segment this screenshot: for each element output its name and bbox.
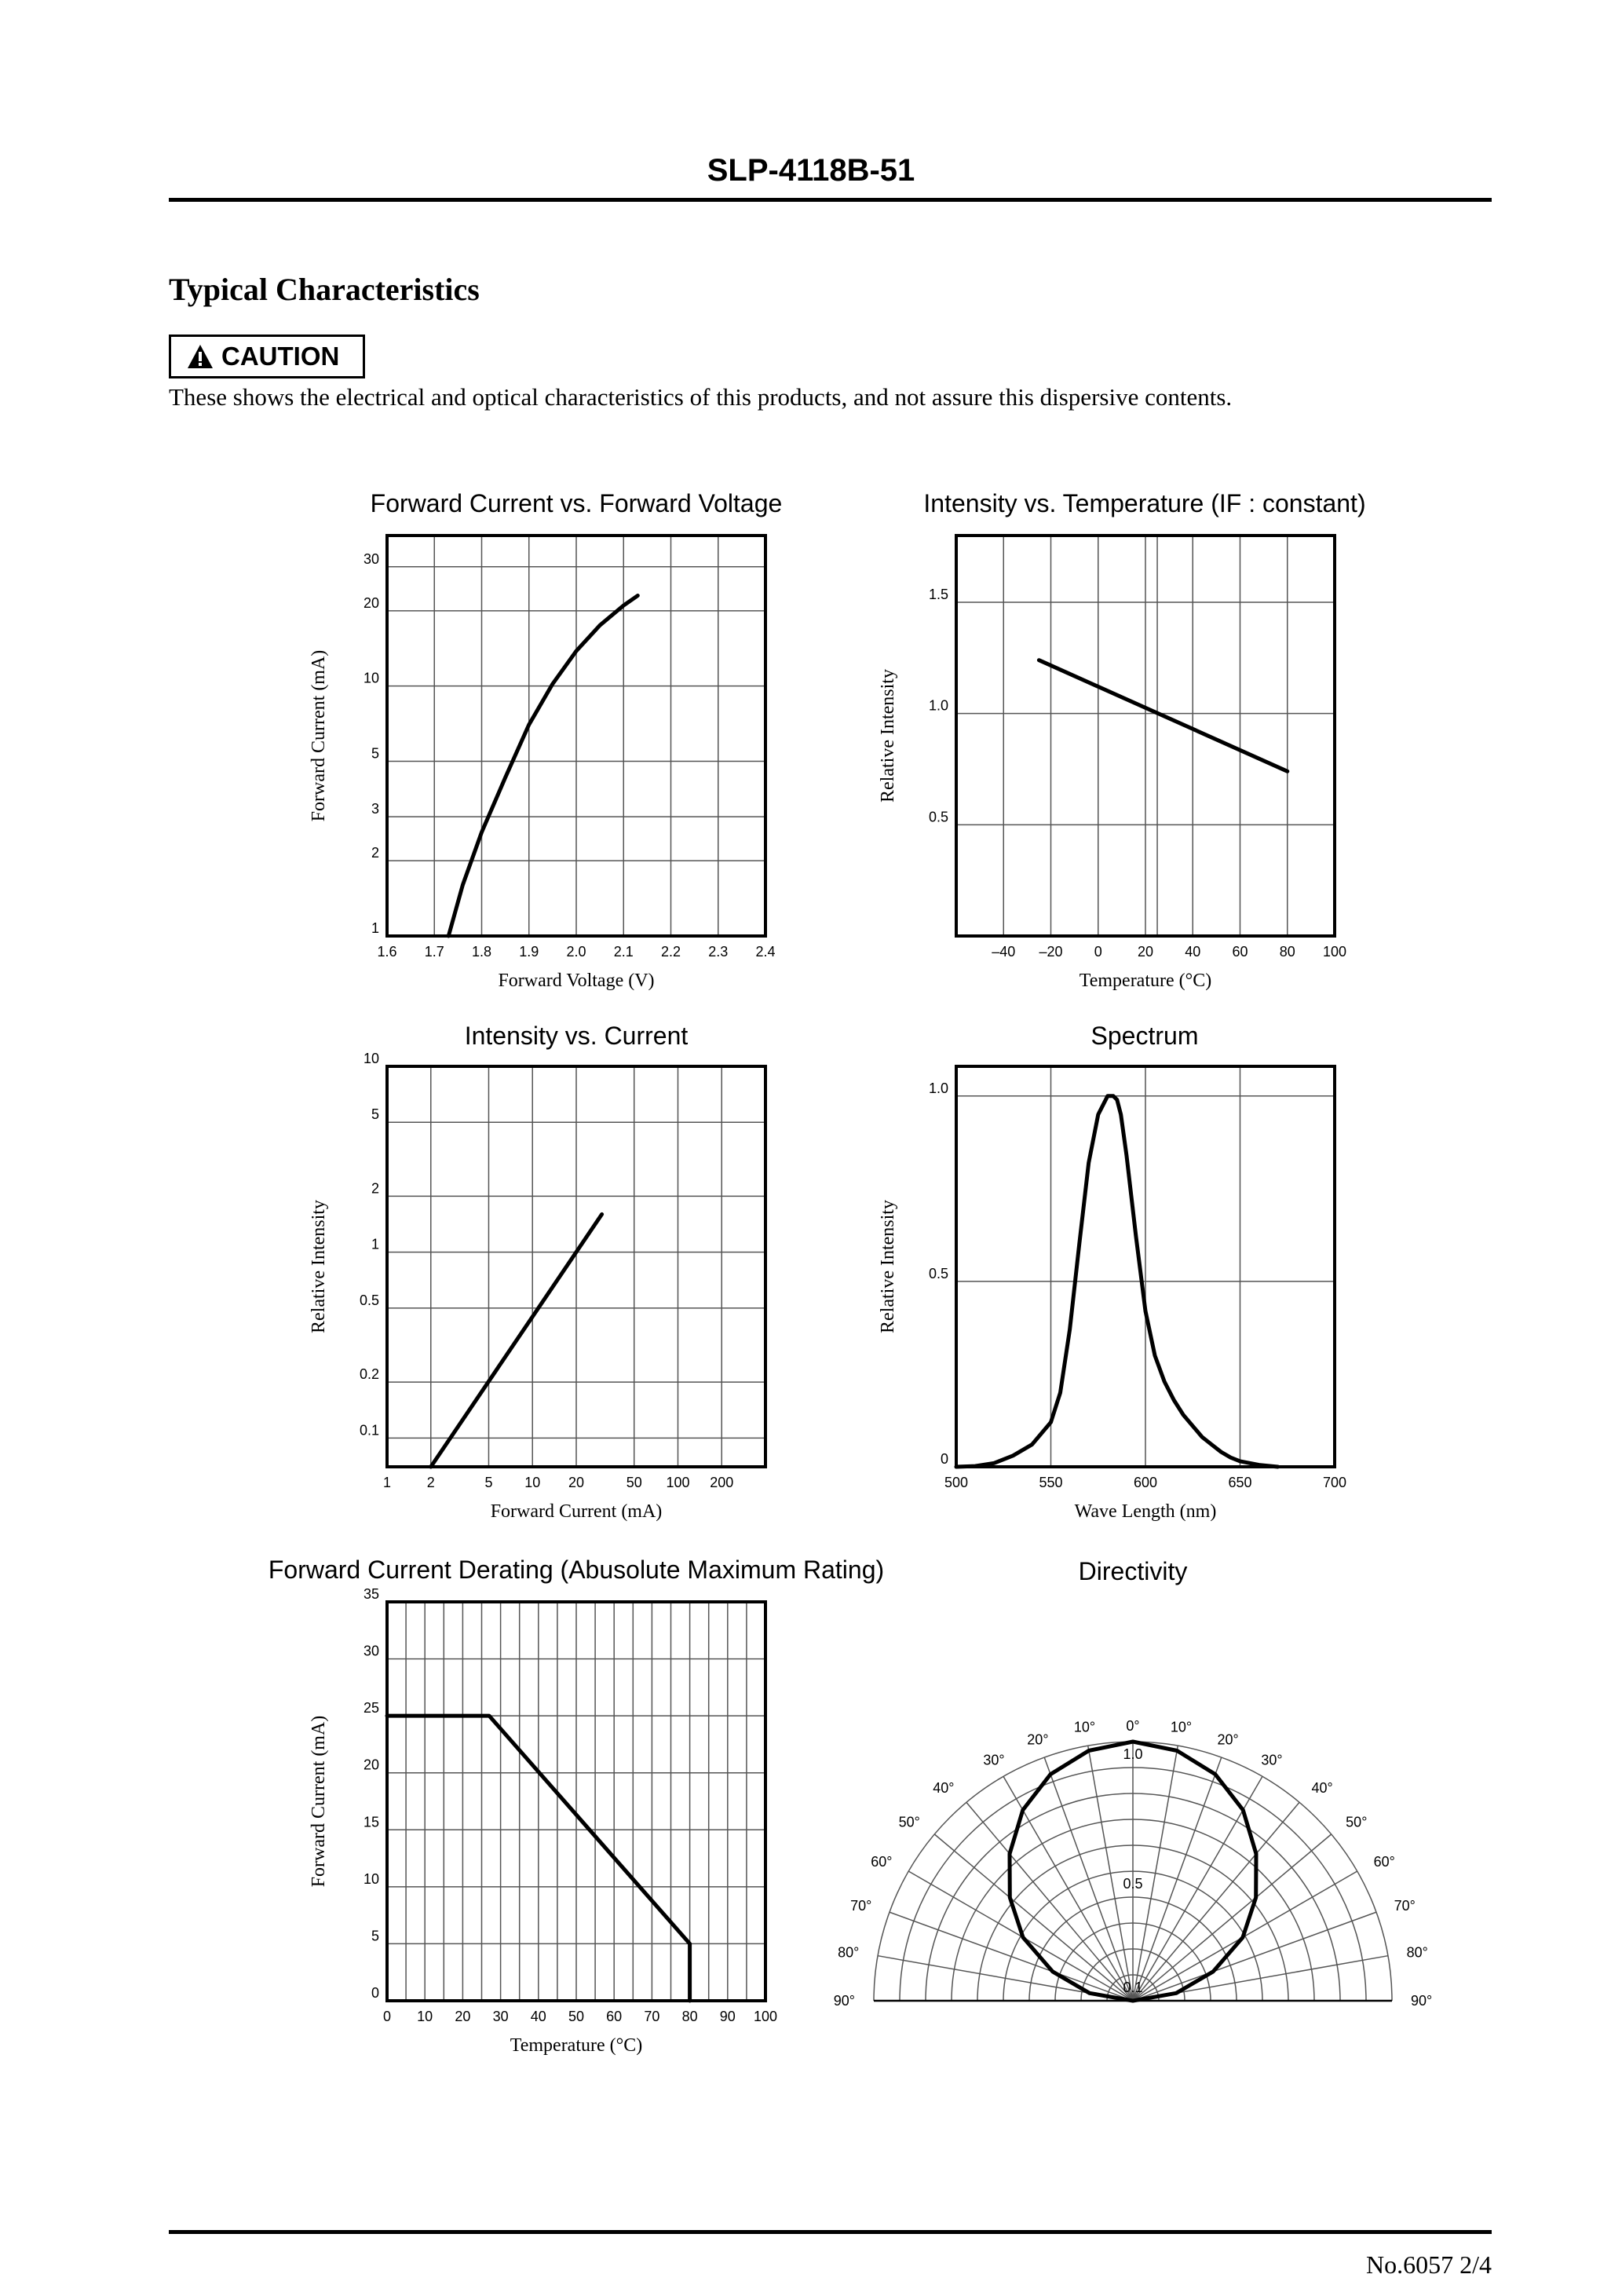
x-tick-label: 90 <box>719 2009 736 2024</box>
y-tick-label: 30 <box>363 550 379 567</box>
x-tick-label: 1.9 <box>519 944 539 960</box>
x-tick-label: 700 <box>1322 1475 1347 1490</box>
chart-fv <box>309 489 782 991</box>
angle-label: 70° <box>850 1897 872 1914</box>
y-axis-label: Relative Intensity <box>309 1200 329 1333</box>
y-tick-label: 5 <box>371 1106 379 1123</box>
footer-rule <box>169 2230 1492 2234</box>
chart-title: Directivity <box>1078 1557 1188 1585</box>
x-axis-label: Forward Voltage (V) <box>498 971 655 991</box>
x-axis-label: Temperature (°C) <box>1079 971 1212 991</box>
series-line <box>1039 660 1287 772</box>
y-tick-label: 1.0 <box>928 697 948 714</box>
angle-label: 60° <box>871 1854 893 1870</box>
angle-label: 20° <box>1027 1731 1049 1748</box>
angle-label: 10° <box>1073 1719 1096 1735</box>
x-tick-label: 80 <box>681 2009 698 2024</box>
page-number: No.6057 2/4 <box>1366 2250 1492 2279</box>
x-tick-label: 80 <box>1279 944 1295 960</box>
x-tick-label: 70 <box>644 2009 660 2024</box>
x-tick-label: 600 <box>1133 1475 1158 1490</box>
y-tick-label: 10 <box>363 1051 379 1066</box>
x-tick-label: 1.6 <box>377 944 397 960</box>
x-tick-label: –40 <box>992 944 1016 960</box>
x-tick-label: 2.2 <box>660 944 681 960</box>
chart-it <box>878 489 1366 991</box>
y-tick-label: 0.5 <box>928 1265 948 1281</box>
x-tick-label: 100 <box>1322 944 1347 960</box>
y-tick-label: 35 <box>363 1586 379 1602</box>
y-axis-label: Forward Current (mA) <box>309 649 329 822</box>
chart-title: Forward Current vs. Forward Voltage <box>370 489 783 517</box>
y-tick-label: 0 <box>371 1985 379 2001</box>
y-tick-label: 15 <box>363 1814 379 1830</box>
x-tick-label: 2 <box>426 1475 435 1490</box>
section-title: Typical Characteristics <box>169 272 480 307</box>
y-axis-label: Relative Intensity <box>878 669 898 803</box>
radial-label: 1.0 <box>1123 1746 1143 1762</box>
x-tick-label: 60 <box>606 2009 623 2024</box>
angle-label: 80° <box>838 1944 860 1961</box>
y-axis-label: Forward Current (mA) <box>309 1715 329 1888</box>
x-tick-label: 550 <box>1039 1475 1063 1490</box>
x-tick-label: 200 <box>710 1475 734 1490</box>
x-tick-label: 100 <box>666 1475 690 1490</box>
x-tick-label: 10 <box>524 1475 541 1490</box>
x-tick-label: 500 <box>944 1475 969 1490</box>
x-tick-label: 50 <box>626 1475 642 1490</box>
y-tick-label: 1 <box>371 1236 379 1252</box>
y-tick-label: 2 <box>371 845 379 861</box>
x-tick-label: 60 <box>1232 944 1248 960</box>
chart-ic <box>309 1022 765 1522</box>
chart-title: Intensity vs. Temperature (IF : constant) <box>923 489 1366 517</box>
x-tick-label: –20 <box>1039 944 1063 960</box>
angle-label: 60° <box>1373 1854 1395 1870</box>
y-tick-label: 2 <box>371 1180 379 1197</box>
x-tick-label: 650 <box>1228 1475 1252 1490</box>
y-tick-label: 0.2 <box>359 1366 379 1383</box>
chart-dr <box>269 1556 884 2056</box>
x-tick-label: 30 <box>492 2009 509 2024</box>
x-tick-label: 1.8 <box>471 944 492 960</box>
x-tick-label: 5 <box>484 1475 493 1490</box>
angle-label: 70° <box>1394 1897 1416 1914</box>
page-title: SLP-4118B-51 <box>707 153 915 188</box>
caution-label: CAUTION <box>221 342 340 371</box>
angle-label: 90° <box>833 1993 855 2009</box>
angle-label: 40° <box>933 1779 955 1796</box>
x-tick-label: 2.3 <box>708 944 729 960</box>
angle-label: 40° <box>1311 1779 1333 1796</box>
y-tick-label: 10 <box>363 1870 379 1887</box>
angle-label: 0° <box>1126 1718 1140 1734</box>
angle-label: 50° <box>1346 1814 1368 1830</box>
x-tick-label: 2.4 <box>755 944 776 960</box>
x-tick-label: 40 <box>530 2009 546 2024</box>
x-tick-label: 1 <box>382 1475 392 1490</box>
x-tick-label: 40 <box>1185 944 1201 960</box>
chart-title: Forward Current Derating (Abusolute Maximum Rating) <box>268 1556 885 1584</box>
angle-label: 10° <box>1170 1719 1193 1735</box>
radial-label: 0.1 <box>1123 1980 1143 1995</box>
y-tick-label: 0.1 <box>359 1422 379 1439</box>
y-tick-label: 5 <box>371 1928 379 1944</box>
y-tick-label: 0.5 <box>928 809 948 825</box>
radial-label: 0.5 <box>1123 1876 1143 1892</box>
chart-title: Intensity vs. Current <box>464 1022 689 1050</box>
y-tick-label: 25 <box>363 1700 379 1717</box>
x-tick-label: 2.1 <box>613 944 634 960</box>
x-tick-label: 20 <box>568 1475 585 1490</box>
x-tick-label: 100 <box>753 2009 778 2024</box>
x-tick-label: 20 <box>1137 944 1154 960</box>
x-tick-label: 2.0 <box>566 944 586 960</box>
angle-label: 30° <box>1261 1752 1283 1768</box>
x-axis-label: Temperature (°C) <box>510 2035 643 2056</box>
series-line <box>448 596 637 937</box>
y-tick-label: 0 <box>940 1451 948 1467</box>
y-tick-label: 1 <box>371 920 379 936</box>
x-axis-label: Wave Length (nm) <box>1074 1501 1217 1522</box>
y-tick-label: 5 <box>371 745 379 762</box>
y-tick-label: 3 <box>371 801 379 817</box>
chart-dir <box>834 1557 1432 2009</box>
y-tick-label: 20 <box>363 594 379 611</box>
angle-label: 20° <box>1217 1731 1239 1748</box>
angle-label: 80° <box>1406 1944 1428 1961</box>
x-tick-label: 0 <box>382 2009 392 2024</box>
y-tick-label: 30 <box>363 1643 379 1659</box>
x-tick-label: 1.7 <box>424 944 444 960</box>
y-tick-label: 0.5 <box>359 1292 379 1308</box>
x-tick-label: 50 <box>568 2009 585 2024</box>
y-tick-label: 10 <box>363 670 379 686</box>
y-tick-label: 1.5 <box>928 587 948 602</box>
y-tick-label: 1.0 <box>928 1080 948 1096</box>
y-tick-label: 20 <box>363 1757 379 1773</box>
chart-sp <box>878 1022 1346 1522</box>
chart-title: Spectrum <box>1090 1022 1199 1050</box>
x-tick-label: 10 <box>417 2009 433 2024</box>
x-tick-label: 20 <box>455 2009 471 2024</box>
angle-label: 90° <box>1411 1993 1433 2009</box>
x-axis-label: Forward Current (mA) <box>490 1501 663 1522</box>
angle-label: 50° <box>898 1814 920 1830</box>
x-tick-label: 0 <box>1094 944 1102 960</box>
angle-label: 30° <box>983 1752 1005 1768</box>
disclaimer-text: These shows the electrical and optical characteristics of this products, and not assure this dispersive contents. <box>169 383 1233 411</box>
y-axis-label: Relative Intensity <box>878 1200 898 1333</box>
